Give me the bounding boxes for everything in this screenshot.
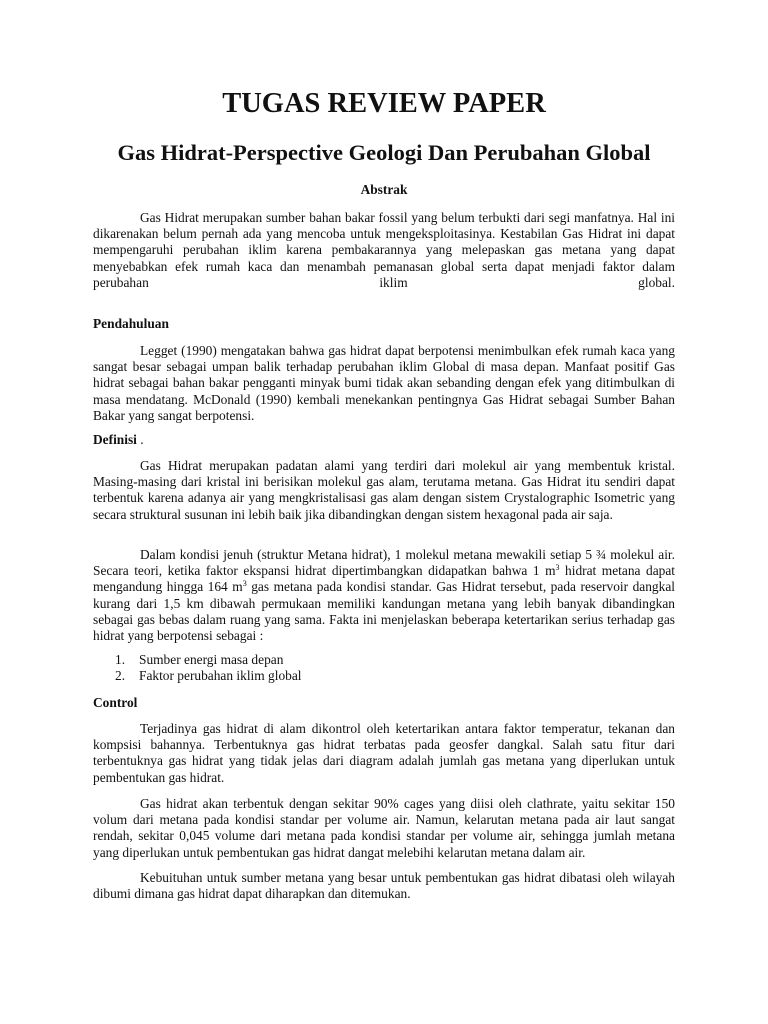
superscript-3-a: 3	[555, 563, 560, 573]
document-title: TUGAS REVIEW PAPER	[222, 88, 546, 119]
definisi-heading	[93, 432, 675, 448]
pendahuluan-heading: Pendahuluan	[93, 316, 169, 331]
abstract-heading: Abstrak	[360, 182, 408, 197]
control-paragraph-1: Terjadinya gas hidrat di alam dikontrol oleh ketertarikan antara faktor temperatur, tekanan dan kompsisi bahannya. Terbentuknya gas hidrat terbatas pada geosfer dangkal. Salah satu fitur dari terbentuknya gas hidrat yang tidak jelas dari diagram adalah jumlah gas metana yang diperlukan untuk pembentukan gas hidrat.	[93, 721, 675, 785]
control-heading: Control	[93, 695, 138, 710]
definisi-paragraph-2	[93, 547, 675, 644]
definisi-p2-part-c: gas metana pada kondisi standar. Gas Hidrat tersebut, pada reservoir dangkal kurang dari 1,5 km dibawah permukaan memiliki kandungan metana yang lebih banyak dibandingkan sebagai gas bebas dalam ruang yang sama. Fakta ini menjelaskan beberapa ketertarikan serius terhadap gas hidrat yang berpotensi sebagai :	[93, 579, 675, 644]
list-item	[93, 668, 675, 684]
potential-list	[93, 652, 675, 684]
list-item	[93, 652, 675, 668]
definisi-p2-part-a: Dalam kondisi jenuh (struktur Metana hidrat), 1 molekul metana mewakili setiap 5 ¾ molekul air. Secara teori, ketika faktor ekspansi hidrat dipertimbangkan didapatkan bahwa 1 m	[93, 547, 675, 579]
superscript-3-b: 3	[242, 579, 247, 589]
definisi-heading-text: Definisi	[93, 432, 137, 447]
pendahuluan-paragraph: Legget (1990) mengatakan bahwa gas hidrat dapat berpotensi menimbulkan efek rumah kaca yang sangat besar sebagai umpan balik terhadap perubahan iklim Global di masa depan. Manfaat positif Gas hidrat sebagai bahan bakar pengganti minyak bumi tidak akan sebanding dengan efek yang ditimbulkan di masa mendatang. McDonald (1990) kembali menekankan pentingnya Gas Hidrat sebagai Sumber Bahan Bakar yang sangat berpotensi.	[93, 343, 675, 423]
control-paragraph-3: Kebuituhan untuk sumber metana yang besar untuk pembentukan gas hidrat dibatasi oleh wilayah dibumi dimana gas hidrat dapat diharapkan dan ditemukan.	[93, 870, 675, 902]
definisi-paragraph-1: Gas Hidrat merupakan padatan alami yang terdiri dari molekul air yang membentuk kristal. Masing-masing dari kristal ini berisikan molekul gas alam, terutama metana. Gas Hidrat itu sendiri dapat terbentuk karena adanya air yang mengkristalisasi gas alam dengan sistem Crystalographic Isometric yang secara struktural susunan ini lebih baik jika dibandingkan dengan sistem hexagonal pada air saja.	[93, 458, 675, 522]
list-item-number: 1.	[115, 652, 126, 667]
list-item-text: Sumber energi masa depan	[139, 652, 284, 667]
definisi-heading-suffix: .	[136, 432, 144, 447]
list-item-text: Faktor perubahan iklim global	[139, 668, 302, 683]
list-item-number: 2.	[115, 668, 126, 683]
definisi-p2-part-b: hidrat metana dapat mengandung hingga 164 m	[93, 563, 675, 595]
abstract-paragraph: Gas Hidrat merupakan sumber bahan bakar fossil yang belum terbukti dari segi manfatnya. Hal ini dikarenakan belum pernah ada yang mencoba untuk mengeksploitasinya. Kestabilan Gas Hidrat ini dapat mempengaruhi perubahan iklim karena pembakarannya yang melepaskan gas metana yang dapat menyebabkan efek rumah kaca dan menambah pemanasan global serta dapat menjadi faktor dalam perubahan iklim global.	[93, 210, 675, 290]
document-subtitle: Gas Hidrat-Perspective Geologi Dan Perubahan Global	[117, 140, 651, 165]
control-paragraph-2: Gas hidrat akan terbentuk dengan sekitar 90% cages yang diisi oleh clathrate, yaitu sekitar 150 volum dari metana pada kondisi standar per volume air. Namun, kelarutan metana pada air laut sangat rendah, sekitar 0,045 volume dari metana pada kondisi standar per volume air, sehingga jumlah metana yang diperlukan untuk pembentukan gas hidrat dangat melebihi kelarutan metana dalam air.	[93, 796, 675, 860]
